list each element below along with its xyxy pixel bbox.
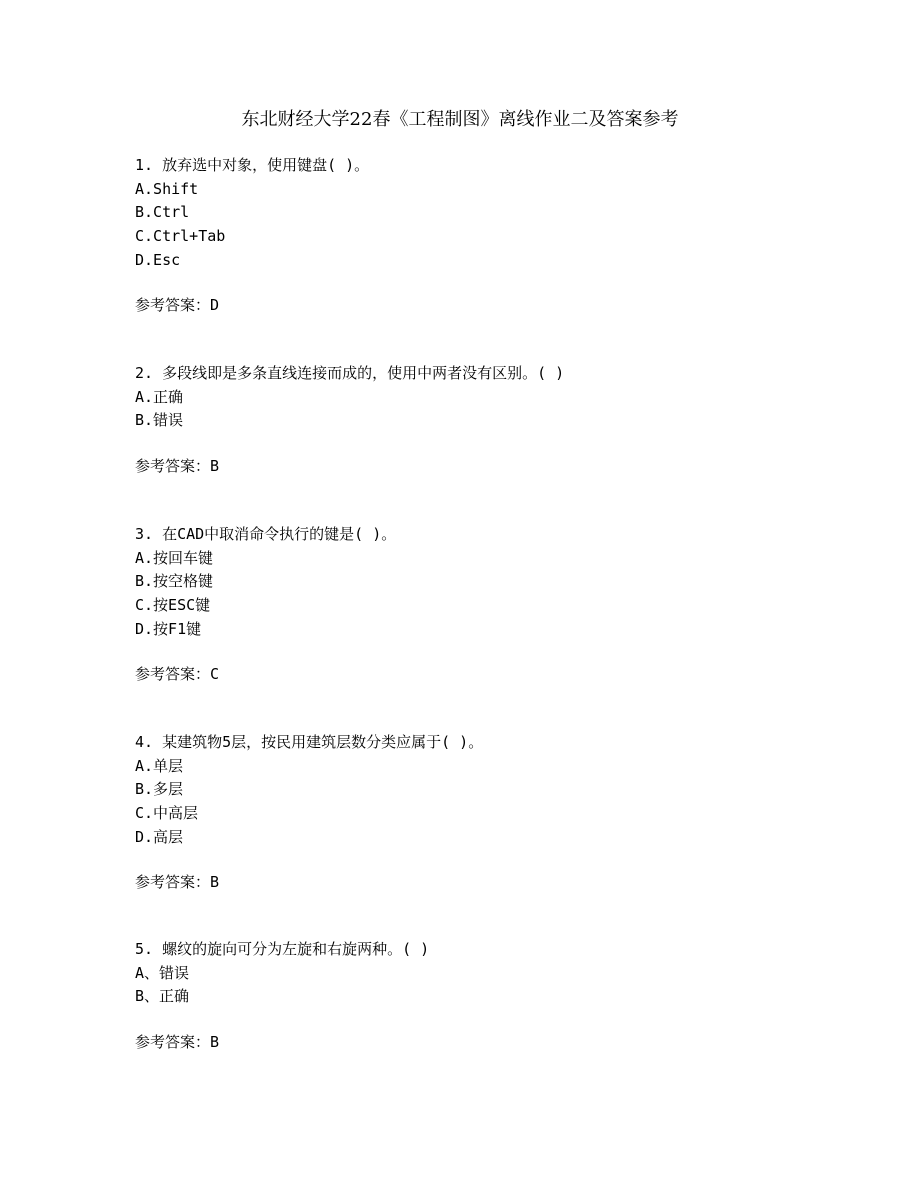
option-c: C.按ESC键 <box>135 596 211 615</box>
question-stem: 3. 在CAD中取消命令执行的键是( )。 <box>135 525 397 543</box>
option-b: B.多层 <box>135 780 184 799</box>
answer-key: 参考答案：B <box>135 457 220 476</box>
question-3 <box>135 523 835 687</box>
option-d: D.Esc <box>135 250 181 269</box>
question-1 <box>135 154 835 318</box>
option-a: A.按回车键 <box>135 548 214 567</box>
option-d: D.按F1键 <box>135 619 202 638</box>
answer-key: 参考答案：B <box>135 1033 220 1052</box>
question-5 <box>135 938 835 1055</box>
answer-key: 参考答案：B <box>135 873 220 892</box>
question-4 <box>135 731 835 895</box>
option-b: B.Ctrl <box>135 203 190 222</box>
question-stem: 4. 某建筑物5层，按民用建筑层数分类应属于( )。 <box>135 733 484 751</box>
option-a: A、错误 <box>135 963 190 982</box>
option-a: A.单层 <box>135 756 184 775</box>
option-d: D.高层 <box>135 827 184 846</box>
question-stem: 2. 多段线即是多条直线连接而成的，使用中两者没有区别。( ) <box>135 364 565 382</box>
option-b: B.错误 <box>135 411 184 430</box>
answer-key: 参考答案：D <box>135 296 220 315</box>
option-b: B.按空格键 <box>135 572 214 591</box>
option-a: A.Shift <box>135 179 199 198</box>
answer-key: 参考答案：C <box>135 665 220 684</box>
option-c: C.中高层 <box>135 804 199 823</box>
option-a: A.正确 <box>135 387 184 406</box>
question-stem: 1. 放弃选中对象，使用键盘( )。 <box>135 156 370 174</box>
option-b: B、正确 <box>135 987 190 1006</box>
option-c: C.Ctrl+Tab <box>135 227 226 246</box>
page-title: 东北财经大学22春《工程制图》离线作业二及答案参考 <box>241 109 679 130</box>
question-stem: 5. 螺纹的旋向可分为左旋和右旋两种。( ) <box>135 940 430 958</box>
question-2 <box>135 362 835 479</box>
